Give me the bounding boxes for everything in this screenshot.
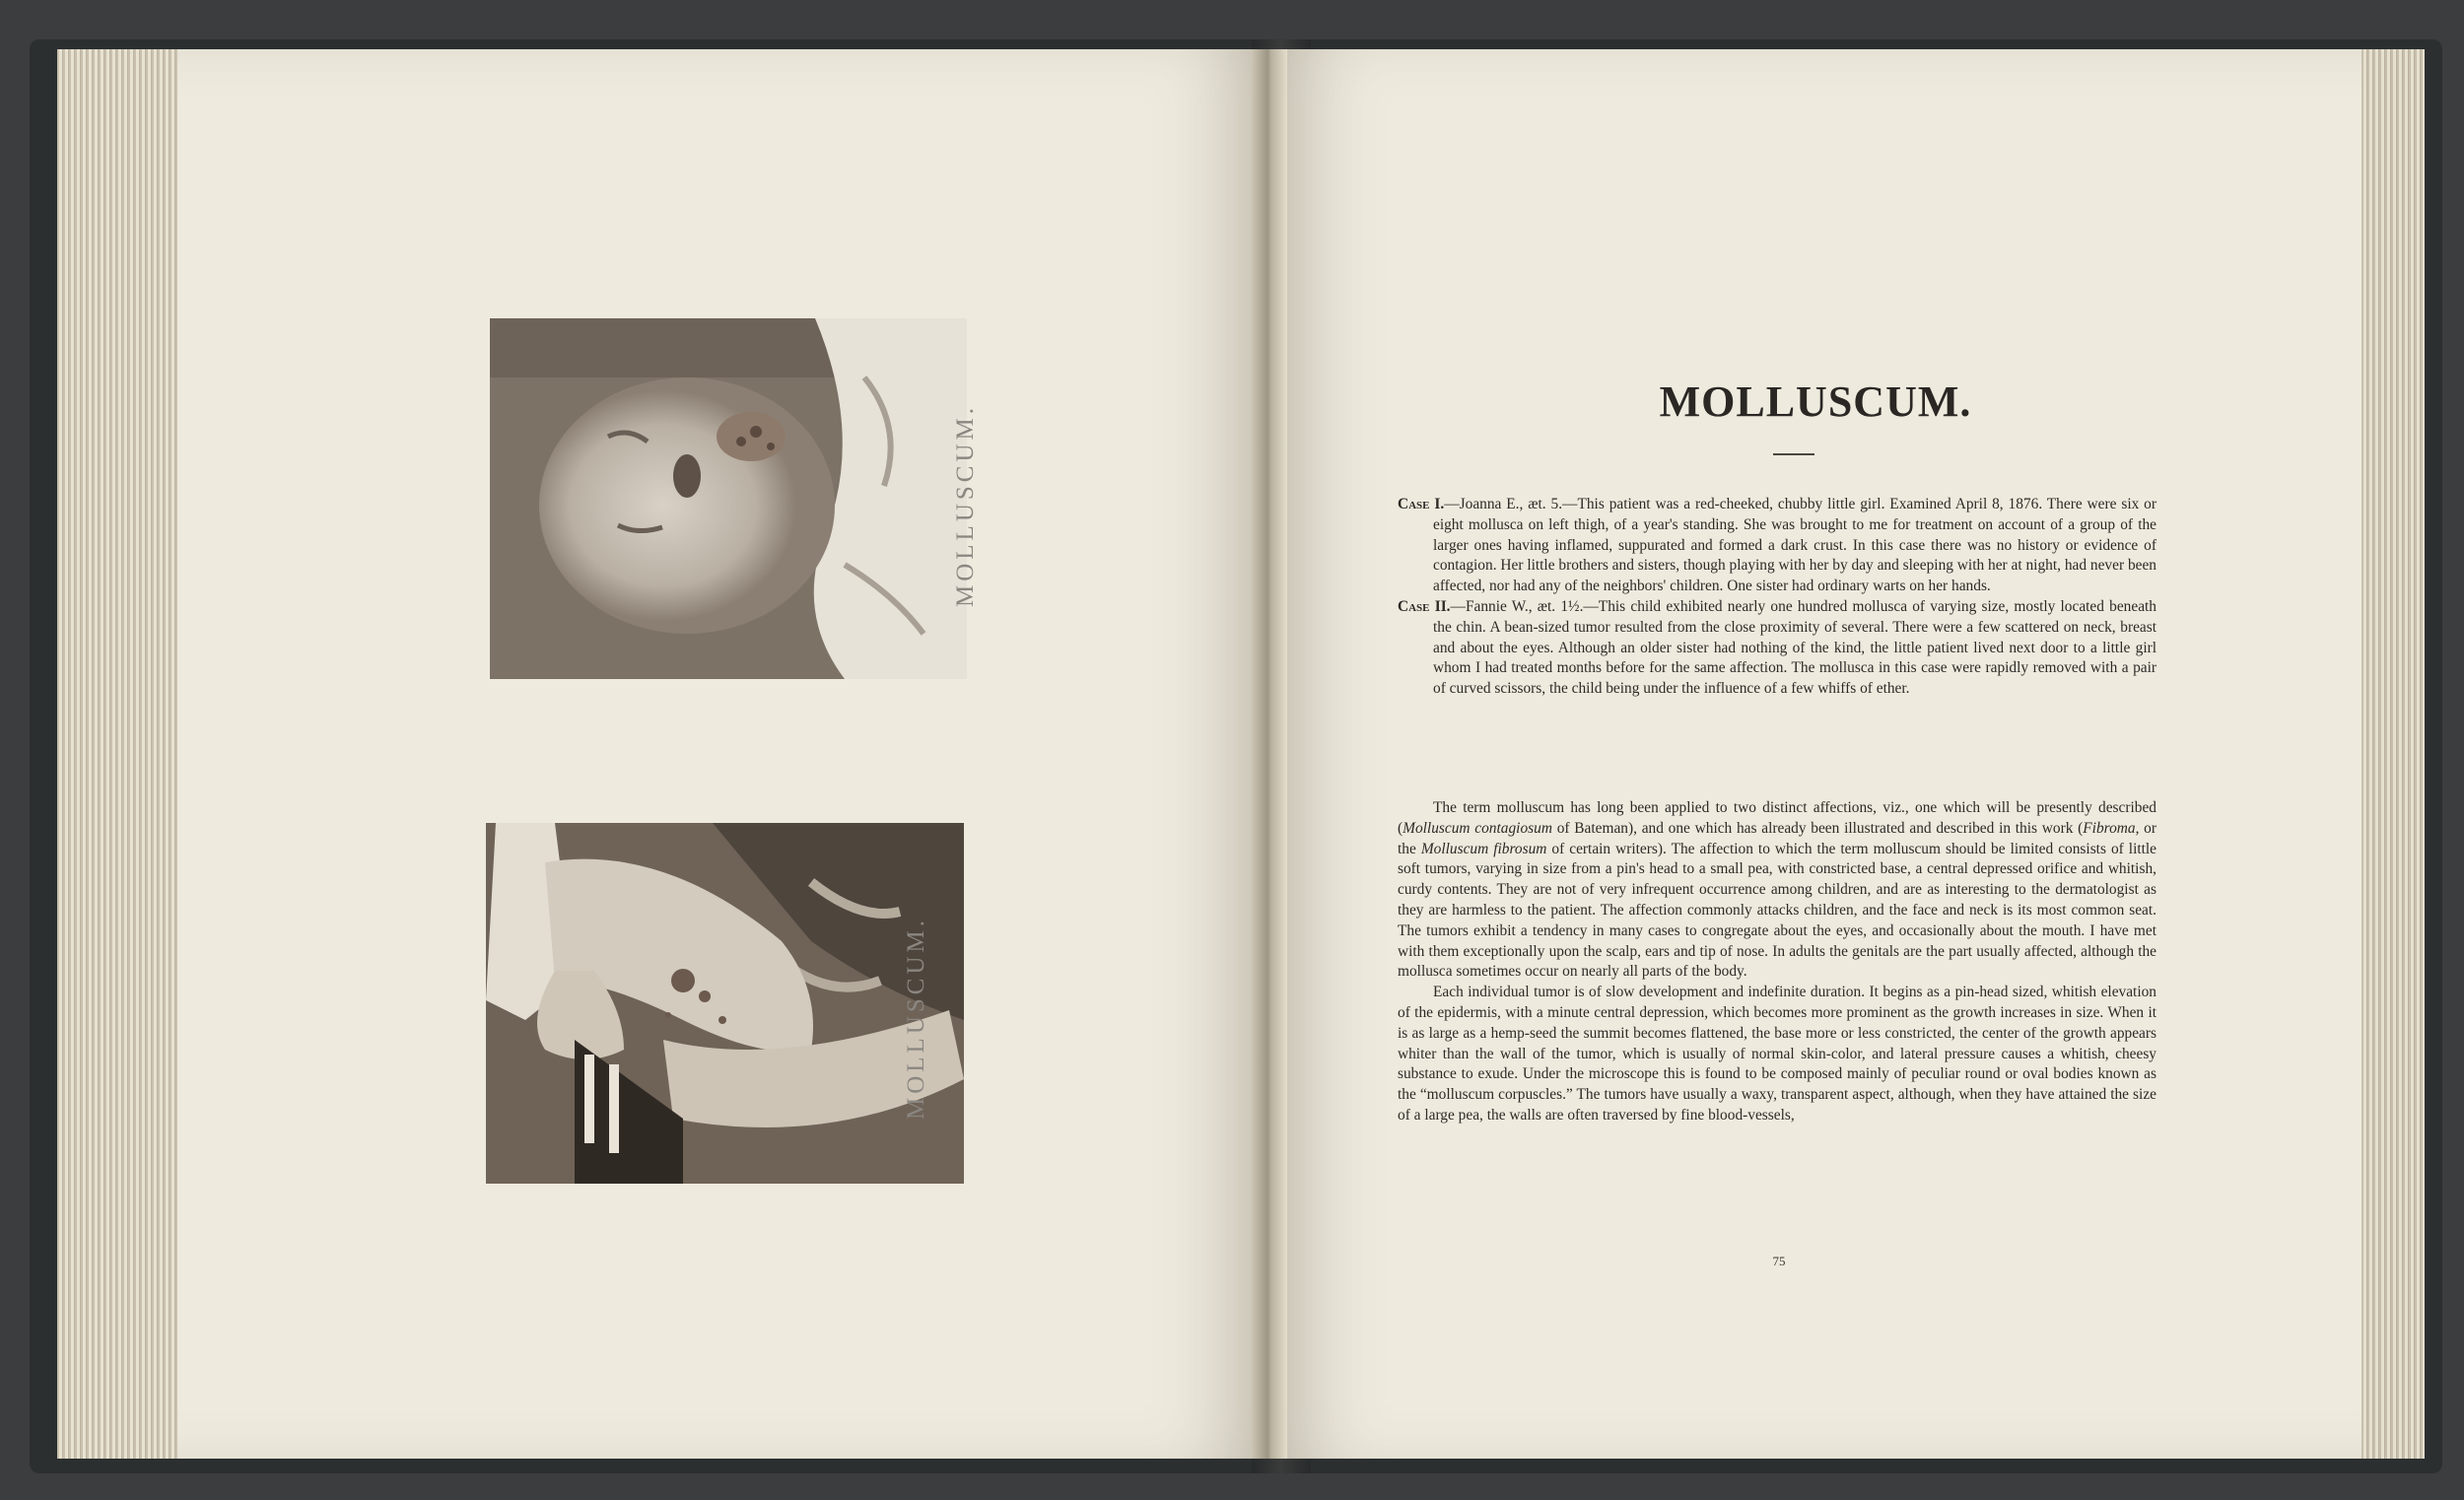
italic-term: Molluscum contagiosum bbox=[1403, 819, 1552, 837]
case-text: —Fannie W., æt. 1½.—This child exhibited nearly one hundred mollusca of varying size, mostly located beneath the chin. A bean-sized tumor resulted from the close proximity of several. There were a few scattered on neck, breast and about the eyes. Although an older sister had nothing of the kind, the little patient lived next door to a little girl whom I had treated months before for the same affection. The mollusca in this case were rapidly removed with a pair of curved scissors, the child being under the influence of a few whiffs of ether. bbox=[1433, 597, 2157, 698]
title-rule bbox=[1773, 453, 1814, 455]
text-run: The term molluscum has long been applied to two distinct affections, viz., one which will be presently described ( bbox=[1398, 799, 2156, 837]
paragraph-1 bbox=[1398, 798, 2156, 983]
italic-term: Molluscum fibrosum bbox=[1420, 840, 1547, 857]
body-text bbox=[1398, 798, 2156, 1126]
page-number: 75 bbox=[1772, 1254, 1786, 1268]
right-page bbox=[1269, 49, 2361, 1459]
book-gutter bbox=[1252, 49, 1287, 1459]
text-run: of certain writers). The affection to which the term molluscum should be limited consists of little soft tumors, varying in size from a pin's head to a small pea, with constricted base, a central depressed orifice and whitish, curdy contents. They are not of very infrequent occurrence among children, and are as interesting to the dermatologist as they are harmless to the patient. The affection commonly attacks children, and the face and neck is its most common seat. The tumors exhibit a tendency in many cases to congregate about the eyes, and occasionally about the mouth. I have met with them exceptionally upon the scalp, ears and tip of nose. In adults the genitals are the part usually affected, although the mollusca sometimes occur on nearly all parts of the body. bbox=[1398, 840, 2157, 981]
plate-photo-leg-image bbox=[486, 823, 964, 1184]
case-report-1 bbox=[1398, 495, 2156, 597]
text-run: of Bateman), and one which has already been illustrated and described in this work ( bbox=[1551, 819, 2084, 837]
case-label: Case I. bbox=[1398, 496, 1445, 512]
left-page bbox=[177, 49, 1269, 1459]
paragraph-2: Each individual tumor is of slow development and indefinite duration. It begins as a pin-head sized, whitish elevation of the epidermis, with a minute central depression, which becomes more prominent as the growth increases in size. When it is as large as a hemp-seed the summit becomes flattened, the base more or less constricted, the center of the growth appears whiter than the wall of the tumor, which is usually of normal skin-color, and lateral pressure causes a whitish, cheesy substance to exude. Under the microscope this is found to be composed mainly of peculiar round or oval bodies known as the “molluscum corpuscles.” The tumors have usually a waxy, transparent aspect, although, when they have attained the size of a large pea, the walls are often traversed by fine blood-vessels, bbox=[1398, 984, 2156, 1124]
page-title: MOLLUSCUM. bbox=[1659, 377, 1972, 426]
case-label: Case II. bbox=[1398, 597, 1451, 615]
page-edges-left bbox=[57, 49, 195, 1459]
plate-bottom-caption: MOLLUSCUM. bbox=[903, 917, 929, 1120]
plate-photo-face bbox=[490, 318, 967, 679]
plate-top-caption: MOLLUSCUM. bbox=[952, 404, 979, 607]
case-report-2 bbox=[1398, 597, 2156, 700]
text-run: , or the bbox=[1398, 819, 2156, 857]
plate-photo-face-image bbox=[490, 318, 967, 679]
case-text: —Joanna E., æt. 5.—This patient was a red-cheeked, chubby little girl. Examined April 8, 1876. There were six or eight mollusca on left thigh, of a year's standing. She was brought to me for treatment on account of a group of the larger ones having inflamed, suppurated and formed a dark crust. In this case there was no history or evidence of contagion. Her little brothers and sisters, though playing with her by day and sleeping with her at night, had never been affected, nor had any of the neighbors' children. One sister had ordinary warts on her hands. bbox=[1433, 496, 2156, 595]
case-reports bbox=[1398, 495, 2156, 700]
italic-term: Fibroma bbox=[2083, 819, 2136, 837]
plate-photo-leg bbox=[486, 823, 964, 1184]
